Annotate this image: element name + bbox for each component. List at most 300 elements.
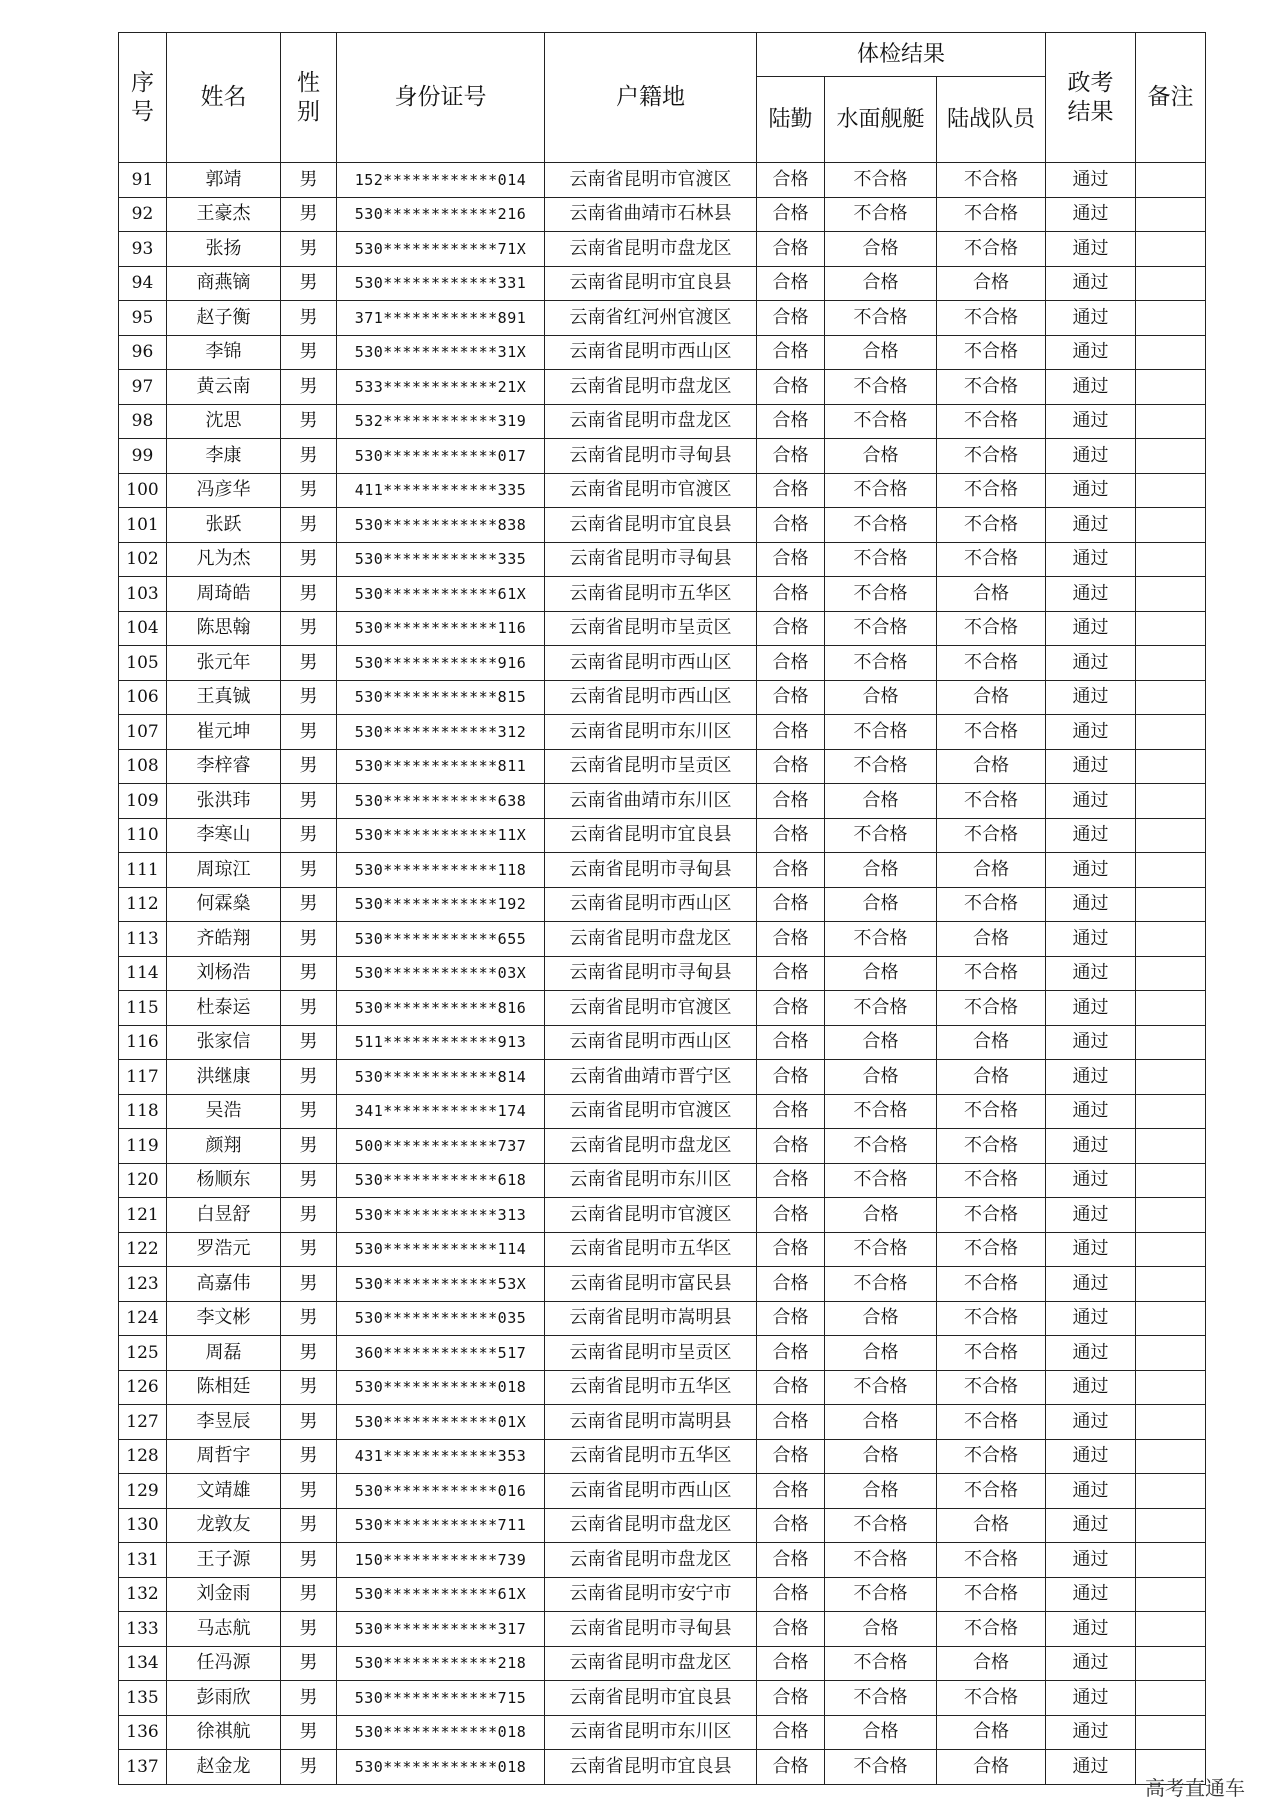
cell-gender: 男 — [281, 922, 337, 957]
cell-political: 通过 — [1046, 232, 1136, 267]
cell-name: 文靖雄 — [167, 1474, 281, 1509]
cell-political: 通过 — [1046, 956, 1136, 991]
cell-surface-ship: 不合格 — [825, 301, 937, 336]
cell-remarks — [1136, 1577, 1206, 1612]
cell-hometown: 云南省红河州官渡区 — [545, 301, 757, 336]
cell-id-number: 530************118 — [337, 853, 545, 888]
cell-remarks — [1136, 784, 1206, 819]
cell-name: 张跃 — [167, 508, 281, 543]
cell-surface-ship: 合格 — [825, 784, 937, 819]
table-row — [119, 1336, 1206, 1371]
cell-surface-ship: 不合格 — [825, 818, 937, 853]
cell-id-number: 341************174 — [337, 1094, 545, 1129]
cell-army: 合格 — [757, 1612, 825, 1647]
cell-gender: 男 — [281, 1267, 337, 1302]
cell-political: 通过 — [1046, 1646, 1136, 1681]
cell-seq: 127 — [119, 1405, 167, 1440]
cell-hometown: 云南省昆明市西山区 — [545, 680, 757, 715]
cell-political: 通过 — [1046, 1681, 1136, 1716]
cell-id-number: 530************01X — [337, 1405, 545, 1440]
cell-seq: 109 — [119, 784, 167, 819]
cell-political: 通过 — [1046, 1405, 1136, 1440]
cell-name: 郭靖 — [167, 163, 281, 198]
table-row — [119, 301, 1206, 336]
cell-name: 沈思 — [167, 404, 281, 439]
cell-army: 合格 — [757, 1198, 825, 1233]
cell-gender: 男 — [281, 646, 337, 681]
cell-id-number: 500************737 — [337, 1129, 545, 1164]
header-remarks: 备注 — [1136, 33, 1206, 163]
cell-hometown: 云南省昆明市嵩明县 — [545, 1405, 757, 1440]
cell-name: 王豪杰 — [167, 197, 281, 232]
cell-id-number: 530************017 — [337, 439, 545, 474]
cell-name: 刘金雨 — [167, 1577, 281, 1612]
cell-id-number: 530************638 — [337, 784, 545, 819]
cell-name: 齐皓翔 — [167, 922, 281, 957]
cell-gender: 男 — [281, 1198, 337, 1233]
cell-surface-ship: 不合格 — [825, 1232, 937, 1267]
cell-marines: 不合格 — [937, 611, 1046, 646]
cell-gender: 男 — [281, 853, 337, 888]
cell-id-number: 530************814 — [337, 1060, 545, 1095]
cell-army: 合格 — [757, 439, 825, 474]
cell-id-number: 530************312 — [337, 715, 545, 750]
cell-army: 合格 — [757, 1232, 825, 1267]
cell-surface-ship: 不合格 — [825, 715, 937, 750]
cell-marines: 不合格 — [937, 508, 1046, 543]
cell-surface-ship: 合格 — [825, 1198, 937, 1233]
table-row — [119, 232, 1206, 267]
cell-remarks — [1136, 611, 1206, 646]
cell-marines: 不合格 — [937, 542, 1046, 577]
cell-army: 合格 — [757, 853, 825, 888]
cell-gender: 男 — [281, 1232, 337, 1267]
cell-hometown: 云南省昆明市盘龙区 — [545, 404, 757, 439]
cell-name: 洪继康 — [167, 1060, 281, 1095]
cell-hometown: 云南省昆明市嵩明县 — [545, 1301, 757, 1336]
cell-army: 合格 — [757, 749, 825, 784]
cell-remarks — [1136, 1301, 1206, 1336]
cell-remarks — [1136, 163, 1206, 198]
table-row — [119, 680, 1206, 715]
table-header — [119, 33, 1206, 163]
header-id-number: 身份证号 — [337, 33, 545, 163]
cell-name: 陈相廷 — [167, 1370, 281, 1405]
cell-political: 通过 — [1046, 1370, 1136, 1405]
cell-seq: 111 — [119, 853, 167, 888]
cell-surface-ship: 不合格 — [825, 1750, 937, 1785]
cell-seq: 115 — [119, 991, 167, 1026]
cell-surface-ship: 合格 — [825, 1336, 937, 1371]
cell-name: 张元年 — [167, 646, 281, 681]
cell-name: 颜翔 — [167, 1129, 281, 1164]
cell-seq: 124 — [119, 1301, 167, 1336]
cell-surface-ship: 不合格 — [825, 922, 937, 957]
cell-remarks — [1136, 577, 1206, 612]
cell-army: 合格 — [757, 404, 825, 439]
cell-hometown: 云南省昆明市宜良县 — [545, 1681, 757, 1716]
cell-hometown: 云南省昆明市盘龙区 — [545, 370, 757, 405]
cell-remarks — [1136, 370, 1206, 405]
cell-gender: 男 — [281, 956, 337, 991]
cell-marines: 不合格 — [937, 1370, 1046, 1405]
cell-political: 通过 — [1046, 1301, 1136, 1336]
cell-gender: 男 — [281, 542, 337, 577]
cell-seq: 98 — [119, 404, 167, 439]
header-name: 姓名 — [167, 33, 281, 163]
cell-hometown: 云南省昆明市寻甸县 — [545, 853, 757, 888]
cell-marines: 不合格 — [937, 818, 1046, 853]
cell-name: 吴浩 — [167, 1094, 281, 1129]
table-row — [119, 853, 1206, 888]
cell-id-number: 533************21X — [337, 370, 545, 405]
cell-marines: 合格 — [937, 680, 1046, 715]
cell-name: 黄云南 — [167, 370, 281, 405]
cell-surface-ship: 不合格 — [825, 1370, 937, 1405]
cell-surface-ship: 不合格 — [825, 1267, 937, 1302]
cell-marines: 不合格 — [937, 473, 1046, 508]
cell-political: 通过 — [1046, 1232, 1136, 1267]
table-row — [119, 1025, 1206, 1060]
cell-political: 通过 — [1046, 784, 1136, 819]
cell-hometown: 云南省昆明市五华区 — [545, 1232, 757, 1267]
cell-gender: 男 — [281, 197, 337, 232]
header-seq: 序 号 — [119, 33, 167, 163]
cell-marines: 合格 — [937, 266, 1046, 301]
cell-political: 通过 — [1046, 335, 1136, 370]
cell-hometown: 云南省昆明市盘龙区 — [545, 1646, 757, 1681]
cell-political: 通过 — [1046, 1715, 1136, 1750]
watermark-text: 高考直通车 — [1145, 1776, 1245, 1800]
cell-marines: 合格 — [937, 1750, 1046, 1785]
cell-political: 通过 — [1046, 1543, 1136, 1578]
cell-name: 李锦 — [167, 335, 281, 370]
cell-political: 通过 — [1046, 1129, 1136, 1164]
cell-marines: 不合格 — [937, 1405, 1046, 1440]
cell-remarks — [1136, 956, 1206, 991]
cell-surface-ship: 不合格 — [825, 1163, 937, 1198]
cell-seq: 134 — [119, 1646, 167, 1681]
cell-seq: 96 — [119, 335, 167, 370]
cell-surface-ship: 不合格 — [825, 611, 937, 646]
cell-army: 合格 — [757, 1646, 825, 1681]
cell-hometown: 云南省昆明市安宁市 — [545, 1577, 757, 1612]
cell-marines: 不合格 — [937, 1336, 1046, 1371]
cell-army: 合格 — [757, 232, 825, 267]
cell-gender: 男 — [281, 1715, 337, 1750]
cell-marines: 合格 — [937, 577, 1046, 612]
cell-remarks — [1136, 1405, 1206, 1440]
cell-army: 合格 — [757, 1301, 825, 1336]
table-row — [119, 335, 1206, 370]
cell-army: 合格 — [757, 1681, 825, 1716]
cell-gender: 男 — [281, 784, 337, 819]
cell-surface-ship: 合格 — [825, 439, 937, 474]
cell-id-number: 530************218 — [337, 1646, 545, 1681]
cell-name: 张家信 — [167, 1025, 281, 1060]
cell-seq: 135 — [119, 1681, 167, 1716]
table-row — [119, 508, 1206, 543]
cell-name: 冯彦华 — [167, 473, 281, 508]
cell-seq: 122 — [119, 1232, 167, 1267]
cell-name: 周琼江 — [167, 853, 281, 888]
cell-marines: 合格 — [937, 1508, 1046, 1543]
cell-seq: 136 — [119, 1715, 167, 1750]
cell-remarks — [1136, 818, 1206, 853]
cell-hometown: 云南省昆明市呈贡区 — [545, 1336, 757, 1371]
cell-surface-ship: 不合格 — [825, 1508, 937, 1543]
cell-remarks — [1136, 853, 1206, 888]
cell-surface-ship: 合格 — [825, 1405, 937, 1440]
cell-seq: 97 — [119, 370, 167, 405]
cell-army: 合格 — [757, 1267, 825, 1302]
cell-remarks — [1136, 1198, 1206, 1233]
cell-hometown: 云南省昆明市西山区 — [545, 1474, 757, 1509]
table-row — [119, 887, 1206, 922]
cell-name: 陈思翰 — [167, 611, 281, 646]
cell-surface-ship: 合格 — [825, 887, 937, 922]
cell-gender: 男 — [281, 232, 337, 267]
cell-seq: 110 — [119, 818, 167, 853]
cell-army: 合格 — [757, 1060, 825, 1095]
cell-seq: 129 — [119, 1474, 167, 1509]
cell-name: 周磊 — [167, 1336, 281, 1371]
cell-army: 合格 — [757, 1715, 825, 1750]
cell-political: 通过 — [1046, 577, 1136, 612]
cell-hometown: 云南省昆明市东川区 — [545, 1715, 757, 1750]
table-row — [119, 404, 1206, 439]
cell-political: 通过 — [1046, 301, 1136, 336]
cell-gender: 男 — [281, 577, 337, 612]
cell-army: 合格 — [757, 542, 825, 577]
cell-name: 彭雨欣 — [167, 1681, 281, 1716]
cell-remarks — [1136, 542, 1206, 577]
cell-surface-ship: 合格 — [825, 335, 937, 370]
cell-surface-ship: 不合格 — [825, 370, 937, 405]
cell-id-number: 530************018 — [337, 1370, 545, 1405]
cell-hometown: 云南省昆明市东川区 — [545, 715, 757, 750]
cell-marines: 不合格 — [937, 646, 1046, 681]
cell-political: 通过 — [1046, 715, 1136, 750]
cell-id-number: 530************313 — [337, 1198, 545, 1233]
cell-remarks — [1136, 680, 1206, 715]
table-row — [119, 1267, 1206, 1302]
cell-name: 李寒山 — [167, 818, 281, 853]
cell-gender: 男 — [281, 1508, 337, 1543]
cell-id-number: 530************335 — [337, 542, 545, 577]
cell-seq: 113 — [119, 922, 167, 957]
cell-gender: 男 — [281, 439, 337, 474]
cell-army: 合格 — [757, 335, 825, 370]
cell-marines: 合格 — [937, 1025, 1046, 1060]
cell-gender: 男 — [281, 266, 337, 301]
cell-seq: 106 — [119, 680, 167, 715]
cell-remarks — [1136, 1025, 1206, 1060]
cell-marines: 合格 — [937, 1646, 1046, 1681]
table-row — [119, 439, 1206, 474]
cell-remarks — [1136, 1163, 1206, 1198]
table-row — [119, 1715, 1206, 1750]
cell-marines: 不合格 — [937, 1474, 1046, 1509]
cell-id-number: 360************517 — [337, 1336, 545, 1371]
cell-army: 合格 — [757, 1439, 825, 1474]
cell-seq: 100 — [119, 473, 167, 508]
header-marines: 陆战队员 — [937, 77, 1046, 163]
cell-name: 马志航 — [167, 1612, 281, 1647]
cell-seq: 130 — [119, 1508, 167, 1543]
cell-id-number: 431************353 — [337, 1439, 545, 1474]
cell-political: 通过 — [1046, 542, 1136, 577]
cell-political: 通过 — [1046, 1163, 1136, 1198]
cell-political: 通过 — [1046, 1094, 1136, 1129]
cell-surface-ship: 不合格 — [825, 1543, 937, 1578]
cell-hometown: 云南省昆明市盘龙区 — [545, 1129, 757, 1164]
cell-hometown: 云南省昆明市盘龙区 — [545, 922, 757, 957]
cell-gender: 男 — [281, 1577, 337, 1612]
cell-army: 合格 — [757, 197, 825, 232]
cell-remarks — [1136, 439, 1206, 474]
cell-political: 通过 — [1046, 508, 1136, 543]
table-row — [119, 956, 1206, 991]
cell-army: 合格 — [757, 370, 825, 405]
cell-political: 通过 — [1046, 1439, 1136, 1474]
cell-name: 李梓睿 — [167, 749, 281, 784]
cell-army: 合格 — [757, 991, 825, 1026]
cell-marines: 不合格 — [937, 163, 1046, 198]
cell-id-number: 530************116 — [337, 611, 545, 646]
cell-surface-ship: 合格 — [825, 1439, 937, 1474]
cell-id-number: 150************739 — [337, 1543, 545, 1578]
table-row — [119, 1301, 1206, 1336]
cell-army: 合格 — [757, 1474, 825, 1509]
cell-id-number: 530************816 — [337, 991, 545, 1026]
cell-surface-ship: 不合格 — [825, 577, 937, 612]
cell-name: 李康 — [167, 439, 281, 474]
table-row — [119, 784, 1206, 819]
cell-seq: 123 — [119, 1267, 167, 1302]
header-gender: 性 别 — [281, 33, 337, 163]
cell-marines: 不合格 — [937, 1681, 1046, 1716]
cell-name: 凡为杰 — [167, 542, 281, 577]
cell-remarks — [1136, 1129, 1206, 1164]
cell-surface-ship: 合格 — [825, 1301, 937, 1336]
cell-id-number: 530************31X — [337, 335, 545, 370]
cell-marines: 不合格 — [937, 197, 1046, 232]
cell-gender: 男 — [281, 1370, 337, 1405]
cell-remarks — [1136, 646, 1206, 681]
cell-political: 通过 — [1046, 1474, 1136, 1509]
cell-id-number: 530************317 — [337, 1612, 545, 1647]
cell-army: 合格 — [757, 784, 825, 819]
cell-marines: 不合格 — [937, 370, 1046, 405]
cell-marines: 不合格 — [937, 404, 1046, 439]
cell-remarks — [1136, 715, 1206, 750]
cell-id-number: 530************61X — [337, 1577, 545, 1612]
cell-army: 合格 — [757, 577, 825, 612]
cell-marines: 不合格 — [937, 1094, 1046, 1129]
cell-marines: 合格 — [937, 749, 1046, 784]
cell-surface-ship: 合格 — [825, 1060, 937, 1095]
table-row — [119, 1163, 1206, 1198]
cell-army: 合格 — [757, 922, 825, 957]
table-row — [119, 1750, 1206, 1785]
cell-surface-ship: 合格 — [825, 1715, 937, 1750]
cell-remarks — [1136, 1267, 1206, 1302]
cell-hometown: 云南省曲靖市晋宁区 — [545, 1060, 757, 1095]
cell-surface-ship: 不合格 — [825, 197, 937, 232]
table-row — [119, 1405, 1206, 1440]
cell-gender: 男 — [281, 1025, 337, 1060]
cell-political: 通过 — [1046, 266, 1136, 301]
cell-seq: 94 — [119, 266, 167, 301]
cell-army: 合格 — [757, 1370, 825, 1405]
cell-seq: 95 — [119, 301, 167, 336]
table-row — [119, 611, 1206, 646]
table-row — [119, 1198, 1206, 1233]
cell-id-number: 530************655 — [337, 922, 545, 957]
cell-army: 合格 — [757, 301, 825, 336]
cell-marines: 合格 — [937, 1715, 1046, 1750]
cell-gender: 男 — [281, 335, 337, 370]
cell-remarks — [1136, 1543, 1206, 1578]
cell-remarks — [1136, 1232, 1206, 1267]
cell-name: 李文彬 — [167, 1301, 281, 1336]
cell-army: 合格 — [757, 1163, 825, 1198]
results-table — [118, 32, 1206, 1785]
cell-marines: 不合格 — [937, 715, 1046, 750]
cell-name: 何霖燊 — [167, 887, 281, 922]
cell-gender: 男 — [281, 1474, 337, 1509]
cell-army: 合格 — [757, 1508, 825, 1543]
cell-remarks — [1136, 1060, 1206, 1095]
cell-army: 合格 — [757, 887, 825, 922]
cell-political: 通过 — [1046, 646, 1136, 681]
cell-seq: 114 — [119, 956, 167, 991]
cell-surface-ship: 不合格 — [825, 473, 937, 508]
cell-id-number: 530************71X — [337, 232, 545, 267]
cell-remarks — [1136, 1370, 1206, 1405]
cell-hometown: 云南省昆明市西山区 — [545, 646, 757, 681]
cell-marines: 不合格 — [937, 1301, 1046, 1336]
cell-gender: 男 — [281, 1301, 337, 1336]
cell-marines: 不合格 — [937, 335, 1046, 370]
table-row — [119, 1060, 1206, 1095]
cell-gender: 男 — [281, 611, 337, 646]
cell-marines: 不合格 — [937, 1577, 1046, 1612]
cell-hometown: 云南省昆明市呈贡区 — [545, 611, 757, 646]
cell-gender: 男 — [281, 1681, 337, 1716]
table-row — [119, 266, 1206, 301]
cell-surface-ship: 不合格 — [825, 404, 937, 439]
cell-seq: 120 — [119, 1163, 167, 1198]
cell-political: 通过 — [1046, 887, 1136, 922]
cell-marines: 不合格 — [937, 1163, 1046, 1198]
cell-name: 周琦皓 — [167, 577, 281, 612]
cell-seq: 132 — [119, 1577, 167, 1612]
cell-gender: 男 — [281, 1405, 337, 1440]
cell-hometown: 云南省昆明市富民县 — [545, 1267, 757, 1302]
cell-hometown: 云南省昆明市呈贡区 — [545, 749, 757, 784]
table-row — [119, 163, 1206, 198]
cell-surface-ship: 不合格 — [825, 1094, 937, 1129]
cell-remarks — [1136, 1474, 1206, 1509]
cell-name: 罗浩元 — [167, 1232, 281, 1267]
cell-hometown: 云南省昆明市寻甸县 — [545, 439, 757, 474]
cell-surface-ship: 合格 — [825, 266, 937, 301]
cell-gender: 男 — [281, 715, 337, 750]
cell-name: 商燕镝 — [167, 266, 281, 301]
cell-gender: 男 — [281, 370, 337, 405]
